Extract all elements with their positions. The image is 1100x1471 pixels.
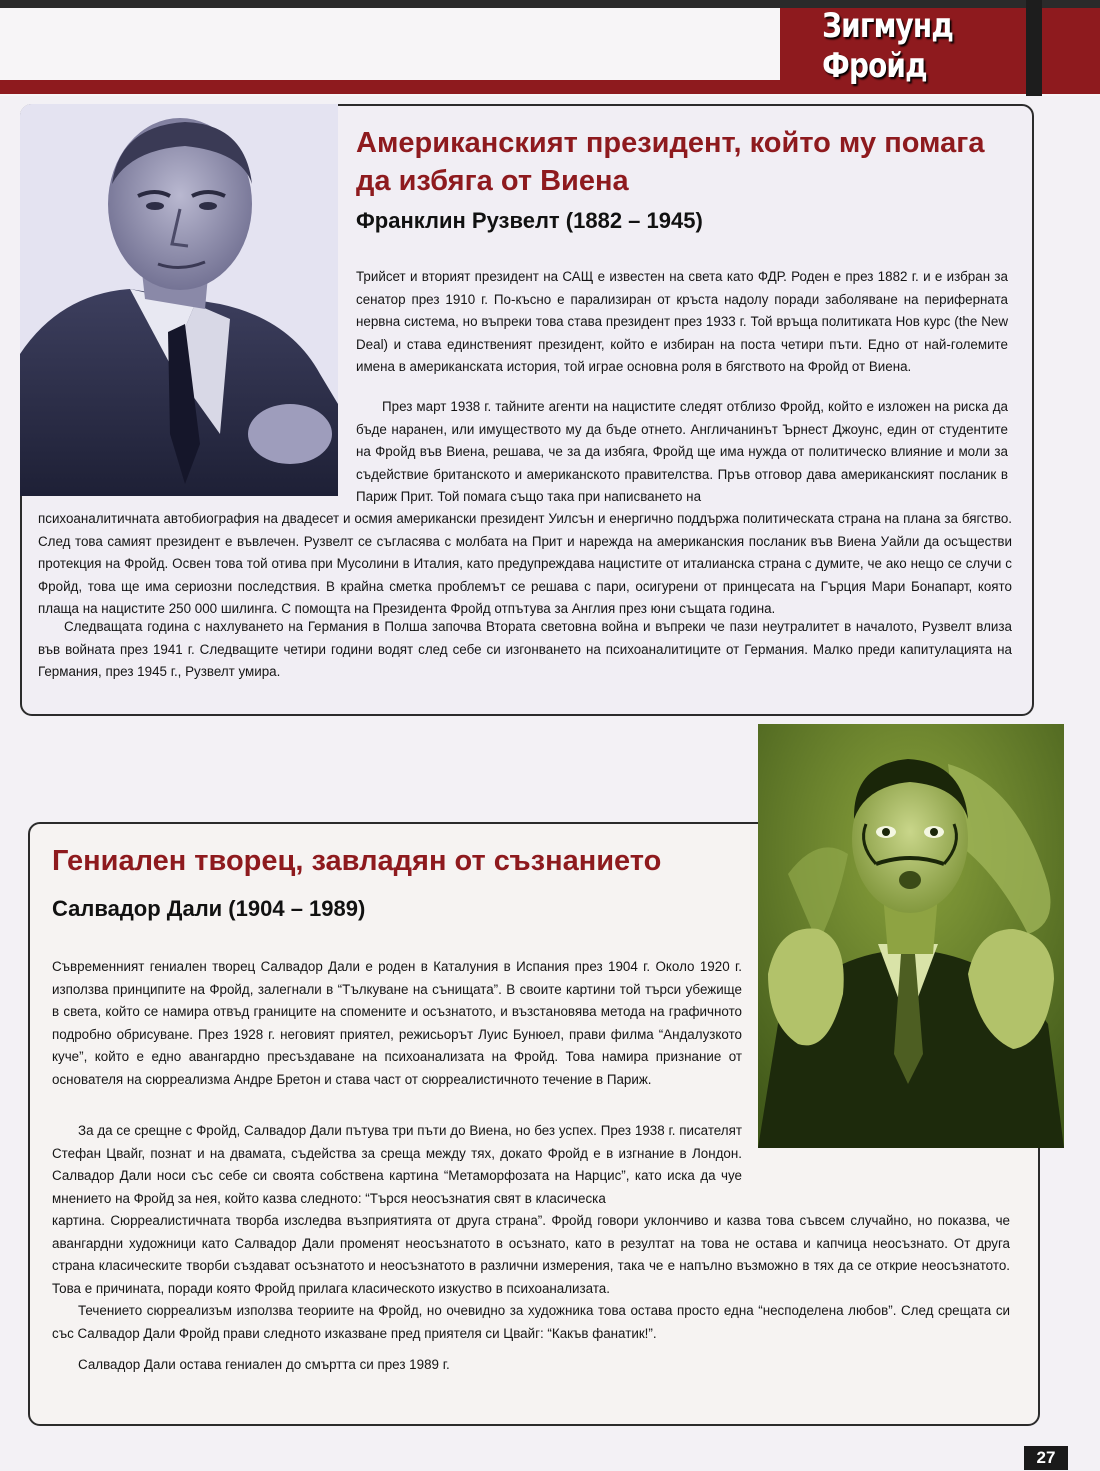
article2-paragraph-1: Съвременният гениален творец Салвадор Дали е роден в Каталуния в Испания през 1904 г. Около 1920 г. използва принципите на Фройд, залегнали в “Тълкуване на сънищата”. В своите картини той търси убежище в света, който се намира отвъд границите на спомените и осъзнатото, и възстановява метода на графичното подробно обрисуване. През 1928 г. неговият приятел, режисьорът Луис Бунюел, прави филма “Андалузкото куче”, който е едно авангардно пресъздаване на психоанализата на Фройд. Това намира признание от основателя на сюрреализма Андре Бретон и става част от сюрреалистичното течение в Париж. [52,959,742,1087]
article1-paragraph-2: През март 1938 г. тайните агенти на нацистите следят отблизо Фройд, който е изложен на риска да бъде наранен, или имуществото му да бъде отнето. Англичанинът Ърнест Джоунс, един от студентите на Фройд във Виена, решава, че за да избяга, Фройд ще има нужда от политическо влияние и моли за съдействие британското и американското правителства. Пръв отговор дава американският посланик в Париж Прит. Той помага също така при написването на [356,399,1008,504]
article-subtitle-dali: Салвадор Дали (1904 – 1989) [52,896,366,921]
article-subtitle-roosevelt: Франклин Рузвелт (1882 – 1945) [356,208,703,233]
section-title-box [780,8,1026,84]
header-tab-red [1042,8,1100,94]
article2-paragraph-4: Салвадор Дали остава гениален до смъртта си през 1989 г. [78,1357,450,1372]
article1-paragraph-2-continued: психоаналитичната автобиография на двадесет и осмия американски президент Уилсън и енергично поддържа политическата страна на плана за бягство. След това самият президент е въвлечен. Рузвелт се съгласява с молбата на Прит и нарежда на американския посланик във Виена Уайли да осъществи протекция на Фройд. Освен това той отива при Мусолини в Италия, като предупреждава нацистите от италианска страна с думите, че ако нещо се случи с Фройд, това ще има сериозни последствия. В крайна сметка проблемът се решава с пари, осигурени от принцесата на Гърция Мари Бонапарт, която плаща на нацистите 250 000 шилинга. С помощта на Президента Фройд отпътува за Англия през юни същата година. [38,511,1012,616]
article2-paragraph-2: За да се срещне с Фройд, Салвадор Дали пътува три пъти до Виена, но без успех. През 1938 г. писателят Стефан Цвайг, познат и на двамата, съдейства за среща между тях, докато Фройд е в изгнание в Лондон. Салвадор Дали носи със себе си своята собствена картина “Метаморфозата на Нарцис”, като иска да чуе мнението на Фройд за нея, който казва следното: “Търся неосъзнатия свят в класическа [52,1123,742,1206]
article1-paragraph-1: Трийсет и вторият президент на САЩ е известен на света като ФДР. Роден е през 1882 г. и е избран за сенатор през 1910 г. По-късно е парализиран от кръста надолу поради заболяване на периферната нервна система, но въпреки това става президент през 1933 г. Той връща политиката Нов курс (the New Deal) и става единственият президент, който е избиран на поста четири пъти. Едно от най-големите имена в американската история, той играе основна роля в бягството на Фройд от Виена. [356,269,1008,374]
article-title-dali: Гениален творец, завладян от съзнанието [52,845,662,877]
page-number: 27 [1024,1446,1068,1470]
article-title-roosevelt: Американският президент, който му помага да избяга от Виена [356,127,985,197]
article2-paragraph-3: Течението сюрреализъм използва теориите на Фройд, но очевидно за художника това остава просто една “несподелена любов”. След срещата си със Салвадор Дали Фройд прави следното изказване пред приятеля си Цвайг: “Какъв фанатик!”. [52,1303,1010,1341]
portrait-photo-roosevelt-icon [20,104,338,496]
article1-paragraph-3: Следващата година с нахлуването на Германия в Полша започва Втората световна война и въпреки че пази неутралитет в началото, Рузвелт влиза във войната през 1941 г. Следващите четири години водят след себе си изгонването на психоаналитиците от Германия. Малко преди капитулацията на Германия, през 1945 г., Рузвелт умира. [38,619,1012,679]
portrait-photo-dali-icon [758,724,1064,1148]
header-tab-dark [1026,0,1042,96]
section-title: Зигмунд Фройд [822,6,954,86]
article2-paragraph-2-continued: картина. Сюрреалистичната творба изследва възприятията от друга страна”. Фройд говори уклончиво и казва това съвсем случайно, но показва, че авангардни художници като Салвадор Дали променят неосъзнатото в осъзнато, като в резултат на това не остава и капчица неосъзнато. От друга страна класическите творби създават осъзнатото и неосъзнатото в различни измерения, така че е напълно възможно в тях да се открие неосъзнатото. Това е причината, поради която Фройд прилага класическото изкуство в психоанализата. [52,1213,1010,1296]
